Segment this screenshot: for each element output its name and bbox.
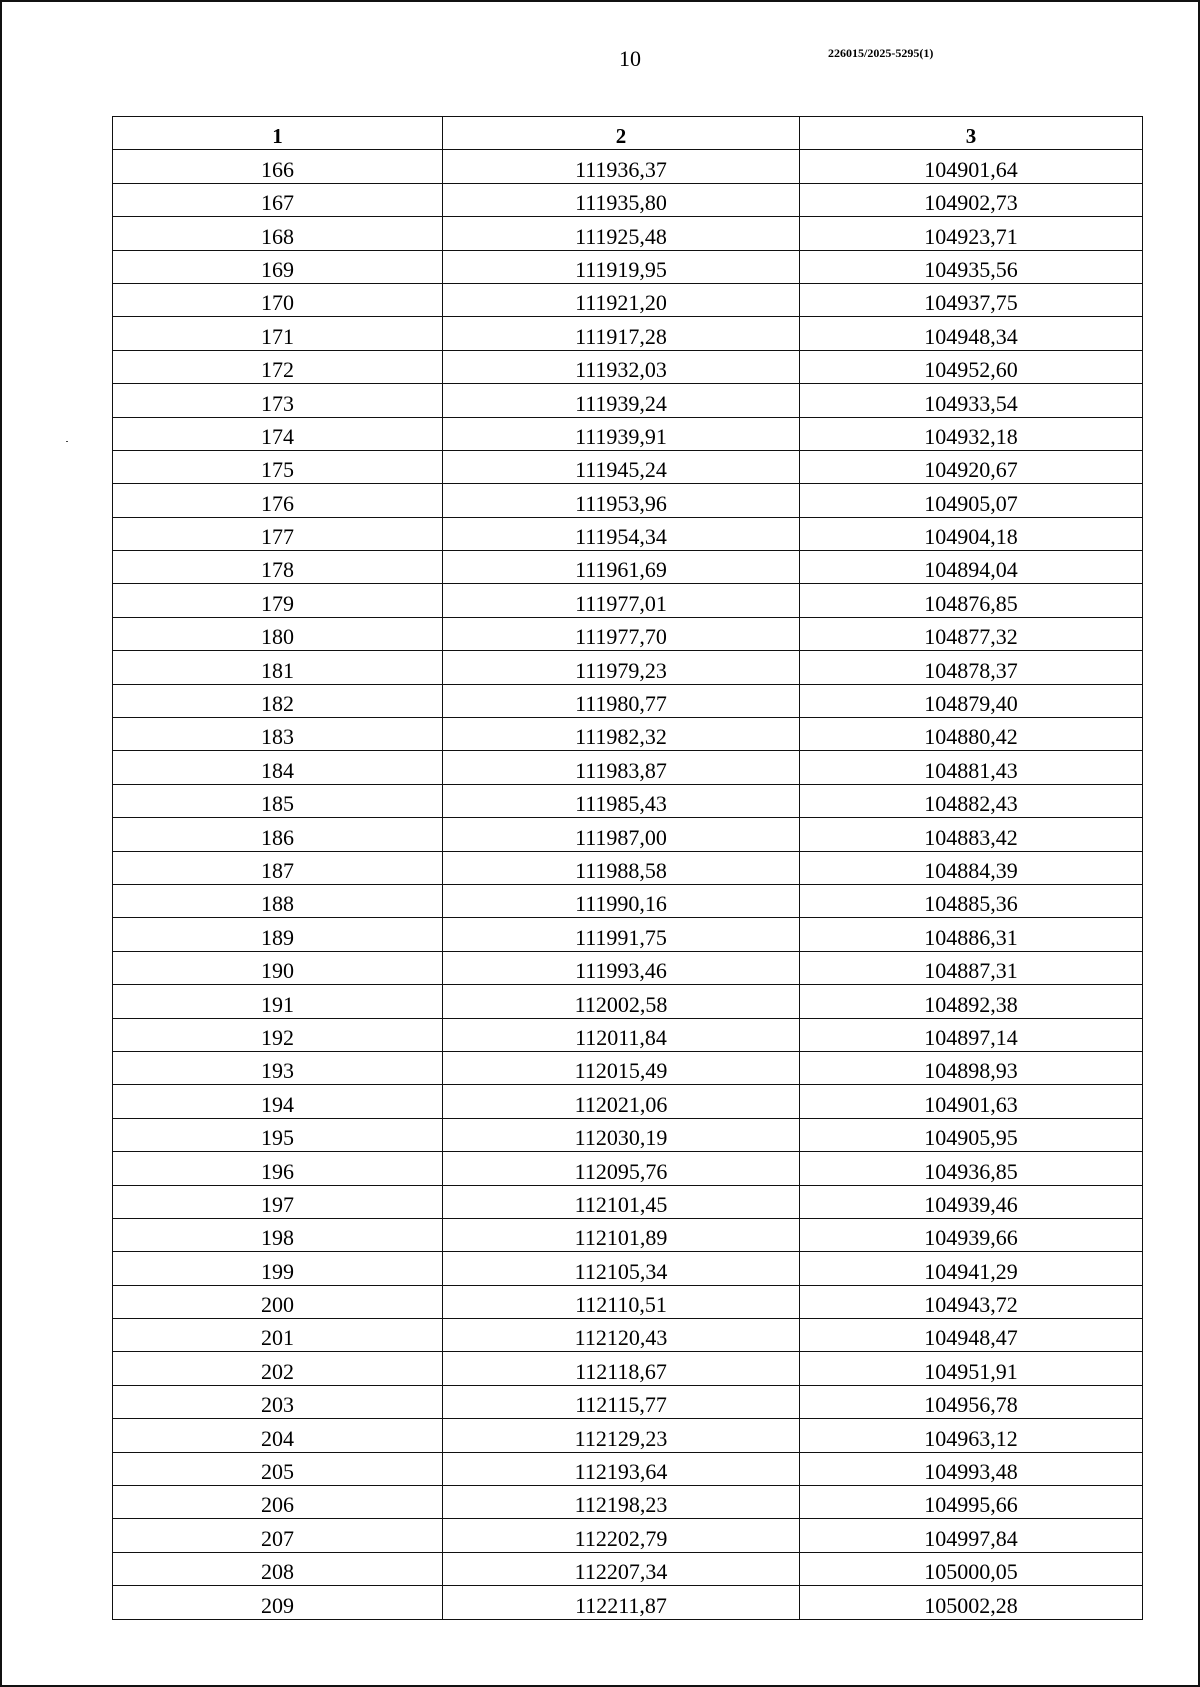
table-cell: 104948,47 [800, 1319, 1143, 1352]
table-cell: 104902,73 [800, 183, 1143, 216]
table-row [113, 551, 1143, 584]
table-cell: 111993,46 [443, 951, 800, 984]
table-cell: 179 [113, 584, 443, 617]
table-cell: 112120,43 [443, 1319, 800, 1352]
table-cell: 112095,76 [443, 1152, 800, 1185]
table-cell: 111977,70 [443, 617, 800, 650]
table-cell: 111982,32 [443, 718, 800, 751]
table-cell: 172 [113, 350, 443, 383]
table-row [113, 1319, 1143, 1352]
table-cell: 104905,95 [800, 1118, 1143, 1151]
table-cell: 104941,29 [800, 1252, 1143, 1285]
table-cell: 104935,56 [800, 250, 1143, 283]
table-row [113, 517, 1143, 550]
table-cell: 209 [113, 1586, 443, 1619]
table-row [113, 1519, 1143, 1552]
table-cell: 199 [113, 1252, 443, 1285]
table-cell: 104904,18 [800, 517, 1143, 550]
table-cell: 104995,66 [800, 1486, 1143, 1519]
table-cell: 111953,96 [443, 484, 800, 517]
table-cell: 202 [113, 1352, 443, 1385]
table-cell: 112207,34 [443, 1552, 800, 1585]
table-row [113, 1152, 1143, 1185]
table-cell: 194 [113, 1085, 443, 1118]
table-cell: 181 [113, 651, 443, 684]
table-cell: 104894,04 [800, 551, 1143, 584]
table-cell: 174 [113, 417, 443, 450]
table-cell: 111987,00 [443, 818, 800, 851]
column-header: 3 [800, 117, 1143, 150]
table-cell: 190 [113, 951, 443, 984]
table-cell: 104880,42 [800, 718, 1143, 751]
table-row [113, 918, 1143, 951]
table-cell: 104887,31 [800, 951, 1143, 984]
scan-artifact [66, 441, 68, 442]
table-cell: 111921,20 [443, 283, 800, 316]
table-cell: 183 [113, 718, 443, 751]
table-cell: 112198,23 [443, 1486, 800, 1519]
coordinates-table [112, 116, 1143, 1620]
table-cell: 112101,45 [443, 1185, 800, 1218]
table-row [113, 283, 1143, 316]
table-row [113, 718, 1143, 751]
table-cell: 203 [113, 1385, 443, 1418]
table-cell: 112101,89 [443, 1218, 800, 1251]
table-cell: 111961,69 [443, 551, 800, 584]
table-cell: 112021,06 [443, 1085, 800, 1118]
table-cell: 196 [113, 1152, 443, 1185]
table-cell: 104943,72 [800, 1285, 1143, 1318]
table-cell: 104881,43 [800, 751, 1143, 784]
table-cell: 201 [113, 1319, 443, 1352]
table-cell: 167 [113, 183, 443, 216]
table-cell: 104892,38 [800, 985, 1143, 1018]
table-cell: 111988,58 [443, 851, 800, 884]
table-cell: 111983,87 [443, 751, 800, 784]
table-cell: 104937,75 [800, 283, 1143, 316]
table-cell: 112015,49 [443, 1051, 800, 1084]
table-row [113, 183, 1143, 216]
table-cell: 170 [113, 283, 443, 316]
table-cell: 104898,93 [800, 1051, 1143, 1084]
table-row [113, 985, 1143, 1018]
table-cell: 111979,23 [443, 651, 800, 684]
table-row [113, 851, 1143, 884]
table-cell: 169 [113, 250, 443, 283]
table-cell: 191 [113, 985, 443, 1018]
table-cell: 104882,43 [800, 784, 1143, 817]
table-row [113, 1586, 1143, 1619]
table-cell: 112030,19 [443, 1118, 800, 1151]
table-cell: 104878,37 [800, 651, 1143, 684]
table-cell: 104933,54 [800, 384, 1143, 417]
table-row [113, 217, 1143, 250]
table-row [113, 584, 1143, 617]
table-row [113, 1218, 1143, 1251]
table-cell: 104952,60 [800, 350, 1143, 383]
table-cell: 188 [113, 884, 443, 917]
table-cell: 111919,95 [443, 250, 800, 283]
table-cell: 104920,67 [800, 450, 1143, 483]
table-row [113, 150, 1143, 183]
table-row [113, 1085, 1143, 1118]
table-cell: 177 [113, 517, 443, 550]
column-header: 2 [443, 117, 800, 150]
table-cell: 171 [113, 317, 443, 350]
table-cell: 187 [113, 851, 443, 884]
table-cell: 112129,23 [443, 1419, 800, 1452]
table-row [113, 951, 1143, 984]
table-cell: 175 [113, 450, 443, 483]
table-cell: 112105,34 [443, 1252, 800, 1285]
table-cell: 111936,37 [443, 150, 800, 183]
table-row [113, 1285, 1143, 1318]
table-cell: 166 [113, 150, 443, 183]
table-cell: 112211,87 [443, 1586, 800, 1619]
table-cell: 111935,80 [443, 183, 800, 216]
table-row [113, 884, 1143, 917]
table-cell: 104993,48 [800, 1452, 1143, 1485]
table-cell: 200 [113, 1285, 443, 1318]
table-cell: 180 [113, 617, 443, 650]
table-row [113, 751, 1143, 784]
table-row [113, 1352, 1143, 1385]
page-number: 10 [619, 46, 641, 71]
table-cell: 104951,91 [800, 1352, 1143, 1385]
document-code: 226015/2025-5295(1) [828, 46, 934, 60]
table-cell: 111991,75 [443, 918, 800, 951]
table-cell: 195 [113, 1118, 443, 1151]
table-row [113, 818, 1143, 851]
table-row [113, 617, 1143, 650]
table-row [113, 1118, 1143, 1151]
table-row [113, 417, 1143, 450]
table-cell: 105002,28 [800, 1586, 1143, 1619]
table-cell: 205 [113, 1452, 443, 1485]
table-cell: 104956,78 [800, 1385, 1143, 1418]
table-row [113, 1185, 1143, 1218]
table-cell: 189 [113, 918, 443, 951]
table-cell: 185 [113, 784, 443, 817]
table-cell: 104905,07 [800, 484, 1143, 517]
table-cell: 207 [113, 1519, 443, 1552]
table-cell: 173 [113, 384, 443, 417]
table-header-row [113, 117, 1143, 150]
table-row [113, 350, 1143, 383]
table-cell: 204 [113, 1419, 443, 1452]
table-row [113, 1552, 1143, 1585]
table-cell: 111990,16 [443, 884, 800, 917]
table-cell: 104963,12 [800, 1419, 1143, 1452]
table-cell: 104948,34 [800, 317, 1143, 350]
table-cell: 111945,24 [443, 450, 800, 483]
table-cell: 111939,91 [443, 417, 800, 450]
table-row [113, 684, 1143, 717]
table-cell: 112115,77 [443, 1385, 800, 1418]
table-cell: 104877,32 [800, 617, 1143, 650]
table-cell: 104879,40 [800, 684, 1143, 717]
table-cell: 111980,77 [443, 684, 800, 717]
table-cell: 182 [113, 684, 443, 717]
table-cell: 112193,64 [443, 1452, 800, 1485]
table-row [113, 1051, 1143, 1084]
table-cell: 111954,34 [443, 517, 800, 550]
table-row [113, 484, 1143, 517]
table-cell: 112002,58 [443, 985, 800, 1018]
table-cell: 104939,46 [800, 1185, 1143, 1218]
table-row [113, 1419, 1143, 1452]
table-body [113, 150, 1143, 1619]
table-cell: 198 [113, 1218, 443, 1251]
table-cell: 168 [113, 217, 443, 250]
table-cell: 104886,31 [800, 918, 1143, 951]
table-cell: 104997,84 [800, 1519, 1143, 1552]
table-cell: 104884,39 [800, 851, 1143, 884]
table-row [113, 317, 1143, 350]
table-cell: 208 [113, 1552, 443, 1585]
column-header: 1 [113, 117, 443, 150]
table-cell: 111985,43 [443, 784, 800, 817]
table-cell: 112011,84 [443, 1018, 800, 1051]
table-cell: 111932,03 [443, 350, 800, 383]
table-cell: 112202,79 [443, 1519, 800, 1552]
table-cell: 104897,14 [800, 1018, 1143, 1051]
table-cell: 111977,01 [443, 584, 800, 617]
table-cell: 104923,71 [800, 217, 1143, 250]
table-row [113, 1452, 1143, 1485]
table-cell: 184 [113, 751, 443, 784]
table-cell: 178 [113, 551, 443, 584]
table-cell: 105000,05 [800, 1552, 1143, 1585]
table-cell: 104939,66 [800, 1218, 1143, 1251]
table-row [113, 1486, 1143, 1519]
table-cell: 104883,42 [800, 818, 1143, 851]
table-cell: 111917,28 [443, 317, 800, 350]
table-row [113, 651, 1143, 684]
table-cell: 192 [113, 1018, 443, 1051]
table-cell: 186 [113, 818, 443, 851]
table-cell: 197 [113, 1185, 443, 1218]
table-cell: 104932,18 [800, 417, 1143, 450]
table-row [113, 250, 1143, 283]
table-row [113, 384, 1143, 417]
table-cell: 104885,36 [800, 884, 1143, 917]
table-cell: 176 [113, 484, 443, 517]
table-cell: 206 [113, 1486, 443, 1519]
table-cell: 111925,48 [443, 217, 800, 250]
table-row [113, 1018, 1143, 1051]
table-row [113, 450, 1143, 483]
table-row [113, 1385, 1143, 1418]
table-cell: 104901,64 [800, 150, 1143, 183]
table-row [113, 1252, 1143, 1285]
table-row [113, 784, 1143, 817]
table-cell: 112118,67 [443, 1352, 800, 1385]
table-cell: 111939,24 [443, 384, 800, 417]
table-cell: 193 [113, 1051, 443, 1084]
table-cell: 104876,85 [800, 584, 1143, 617]
table-cell: 104901,63 [800, 1085, 1143, 1118]
table-cell: 112110,51 [443, 1285, 800, 1318]
table-cell: 104936,85 [800, 1152, 1143, 1185]
